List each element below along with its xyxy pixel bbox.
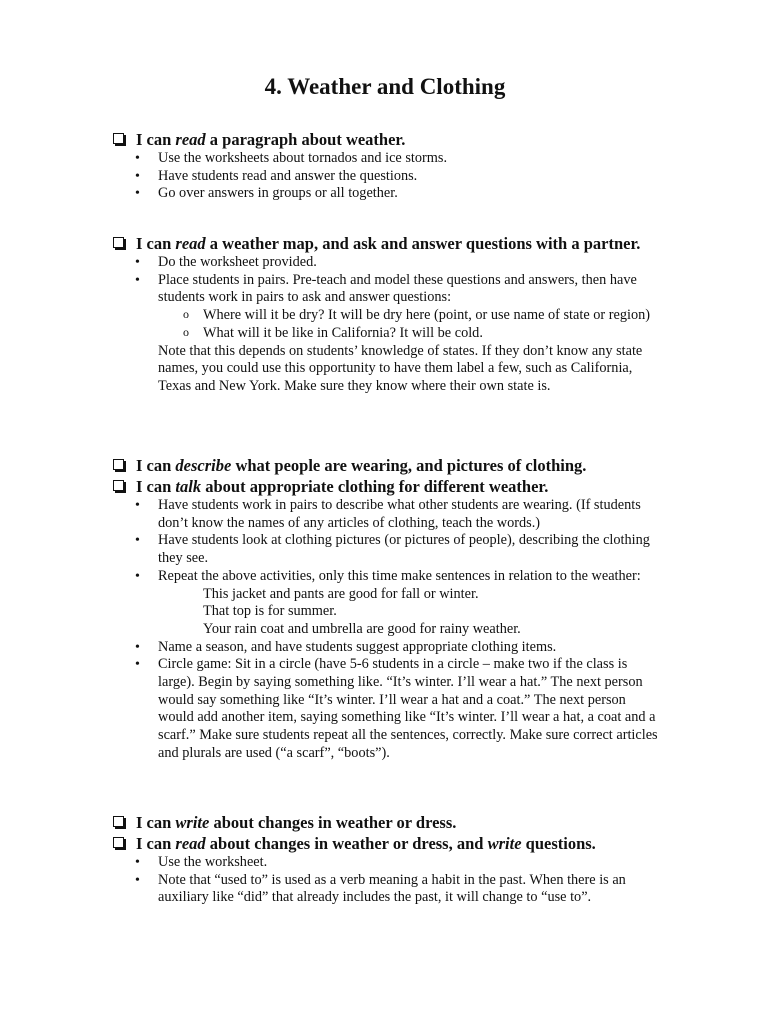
list-item: • Place students in pairs. Pre-teach and model these questions and answers, then have students work in pairs to ask and answer questions: o Where will it be dry? It will be dry here (point, or use name of state or region) o What will it be like in California? It will be cold.	[158, 272, 658, 343]
list-item: • Have students read and answer the questions.	[158, 168, 658, 186]
example-sentence: This jacket and pants are good for fall or winter.	[203, 585, 479, 602]
checkbox-icon	[113, 837, 124, 848]
sub-list-item: o What will it be like in California? It will be cold.	[203, 325, 658, 343]
sub-list	[158, 307, 658, 342]
sub-list-item: o Where will it be dry? It will be dry here (point, or use name of state or region)	[203, 307, 658, 325]
section-read-paragraph	[113, 129, 658, 203]
list-item: • Have students work in pairs to describe what other students are wearing. (If students don’t know the names of any articles of clothing, teach the words.)	[158, 497, 658, 532]
teacher-note: Note that this depends on students’ knowledge of states. If they don’t know any state names, you could use this opportunity to have them label a few, such as California, Texas and New York. Make sure they know where their own state is.	[158, 342, 643, 394]
checkbox-icon	[113, 459, 124, 470]
checkbox-icon	[113, 816, 124, 827]
list-item: • Go over answers in groups or all together.	[158, 185, 658, 203]
goal-read-write-questions: I can read about changes in weather or dress, and write questions.	[113, 833, 658, 854]
list-item: • Repeat the above activities, only this time make sentences in relation to the weather: This jacket and pants are good for fall or winter. That top is for summer. Your rain coat and umbrella are good for rainy weather.	[158, 568, 658, 639]
bullet-list	[113, 854, 658, 907]
page-title: 4. Weather and Clothing	[264, 74, 506, 99]
example-sentence: Your rain coat and umbrella are good for rainy weather.	[203, 620, 521, 637]
bullet-list	[113, 254, 658, 343]
checkbox-icon	[113, 133, 124, 144]
goal-read-weather-map: I can read a weather map, and ask and answer questions with a partner.	[113, 233, 658, 254]
goal-describe-clothing: I can describe what people are wearing, and pictures of clothing.	[113, 455, 658, 476]
list-item: • Name a season, and have students suggest appropriate clothing items.	[158, 639, 658, 657]
checkbox-icon	[113, 480, 124, 491]
example-sentence: That top is for summer.	[203, 603, 337, 620]
list-item: • Have students look at clothing pictures (or pictures of people), describing the clothing they see.	[158, 532, 658, 567]
list-item: • Use the worksheet.	[158, 854, 658, 872]
list-item: • Use the worksheets about tornados and ice storms.	[158, 150, 658, 168]
list-item: • Do the worksheet provided.	[158, 254, 658, 272]
list-item: • Note that “used to” is used as a verb meaning a habit in the past. When there is an auxiliary like “did” that already includes the past, it will change to “use to”.	[158, 872, 658, 907]
section-read-weather-map	[113, 233, 658, 396]
checkbox-icon	[113, 237, 124, 248]
bullet-list	[113, 497, 658, 763]
goal-read-paragraph: I can read a paragraph about weather.	[113, 129, 658, 150]
goal-talk-clothing: I can talk about appropriate clothing for different weather.	[113, 476, 658, 497]
goal-write-changes: I can write about changes in weather or dress.	[113, 812, 658, 833]
bullet-list	[113, 150, 658, 203]
list-item: • Circle game: Sit in a circle (have 5-6 students in a circle – make two if the class is large). Begin by saying something like. “It’s winter. I’ll wear a hat.” The next person would say something like “It’s winter. I’ll wear a hat and a coat.” The next person would add another item, saying something like “It’s winter. I’ll wear a hat, a coat and a scarf.” Make sure students repeat all the sentences, correctly. Make sure correct articles and plurals are used (“a scarf”, “boots”).	[158, 656, 658, 762]
section-write-changes	[113, 812, 658, 907]
section-describe-clothing	[113, 455, 658, 763]
